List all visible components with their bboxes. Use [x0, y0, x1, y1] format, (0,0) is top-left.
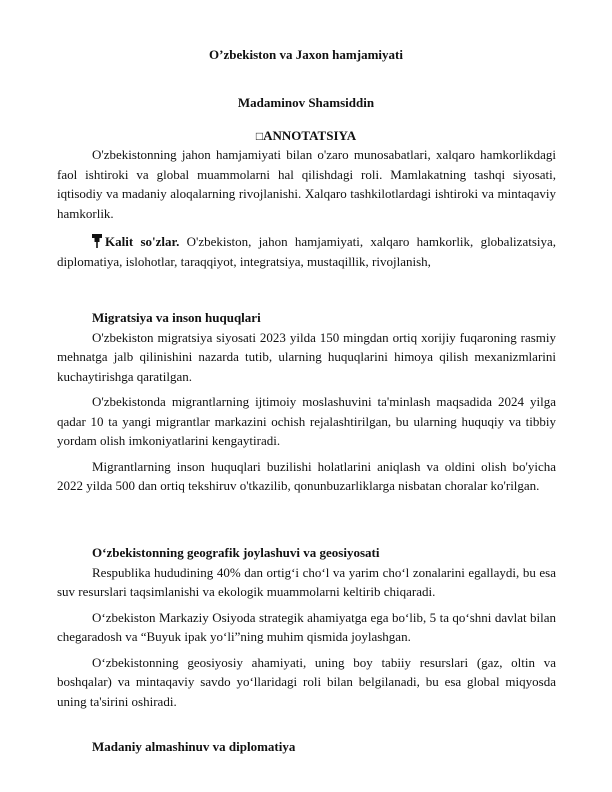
- paragraph: Respublika hududining 40% dan ortig‘i cho‘l va yarim cho‘l zonalarini egallaydi, bu esa suv resurslari taqsimlanishi va ekologik muammolarni keltirib chiqaradi.: [57, 564, 556, 599]
- keywords-label: Kalit so'zlar.: [105, 234, 180, 249]
- annotation-heading-text: ANNOTATSIYA: [263, 128, 357, 143]
- paragraph: O'zbekiston migratsiya siyosati 2023 yilda 150 mingdan ortiq xorijiy fuqaroning rasmiy mehnatga jalb qilinishini nazarda tutib, ularning huquqlarini himoya qilish mexanizmlarini kuchaytirishga qaratilgan.: [57, 329, 556, 384]
- pushpin-icon: [92, 234, 102, 248]
- section-heading-culture: Madaniy almashinuv va diplomatiya: [92, 739, 296, 754]
- paragraph: O‘zbekistonning geosiyosiy ahamiyati, uning boy tabiiy resurslari (gaz, oltin va boshqalar) va mintaqaviy savdo yo‘llaridagi roli bilan belgilanadi, bu esa global miqyosda uning ta'sirini oshiradi.: [57, 654, 556, 709]
- paragraph: O'zbekistonda migrantlarning ijtimoiy moslashuvini ta'minlash maqsadida 2024 yilga qadar 10 ta yangi migrantlar markazini ochish rejalashtirilgan, bu ularning huquqiy va tibbiy yordam olish imkoniyatlarini kengaytiradi.: [57, 394, 556, 448]
- section-geography: [57, 543, 556, 711]
- annotation-heading: [0, 128, 612, 144]
- author-name: Madaminov Shamsiddin: [237, 95, 375, 110]
- paragraph: O‘zbekiston Markaziy Osiyoda strategik ahamiyatga ega bo‘lib, 5 ta qo‘shni davlat bilan chegaradosh va “Buyuk ipak yo‘li”ning muhim qismida joylashgan.: [57, 609, 556, 644]
- annotation-marker: □: [255, 129, 264, 143]
- section-migration: [57, 308, 556, 496]
- paragraph: Migrantlarning inson huquqlari buzilishi holatlarini aniqlash va oldini olish bo'yicha 2022 yilda 500 dan ortiq tekshiruv o'tkazilib, qonunbuzarliklarga nisbatan choralar ko'rilgan.: [57, 458, 556, 493]
- section-culture: [57, 737, 556, 757]
- section-heading-migration: Migratsiya va inson huquqlari: [92, 310, 261, 325]
- section-heading-geography: O‘zbekistonning geografik joylashuvi va geosiyosati: [92, 545, 380, 560]
- annotation-block: [57, 145, 556, 223]
- keywords-paragraph: [57, 232, 556, 271]
- paper-title: O’zbekiston va Jaxon hamjamiyati: [209, 47, 403, 62]
- keywords-text: O'zbekiston, jahon hamjamiyati, xalqaro hamkorlik, globalizatsiya, diplomatiya, islohotlar, taraqqiyot, integratsiya, mustaqillik, rivojlanish,: [57, 234, 557, 269]
- keywords-block: [57, 232, 556, 271]
- annotation-text: O'zbekistonning jahon hamjamiyati bilan o'zaro munosabatlari, xalqaro hamkorlikdagi faol ishtiroki va global muammolarni hal qilishdagi roli. Mamlakatning tashqi siyosati, iqtisodiy va madaniy aloqalarning rivojlanishi. Xalqaro tashkilotlardagi ishtiroki va mintaqaviy hamkorlik.: [57, 147, 556, 221]
